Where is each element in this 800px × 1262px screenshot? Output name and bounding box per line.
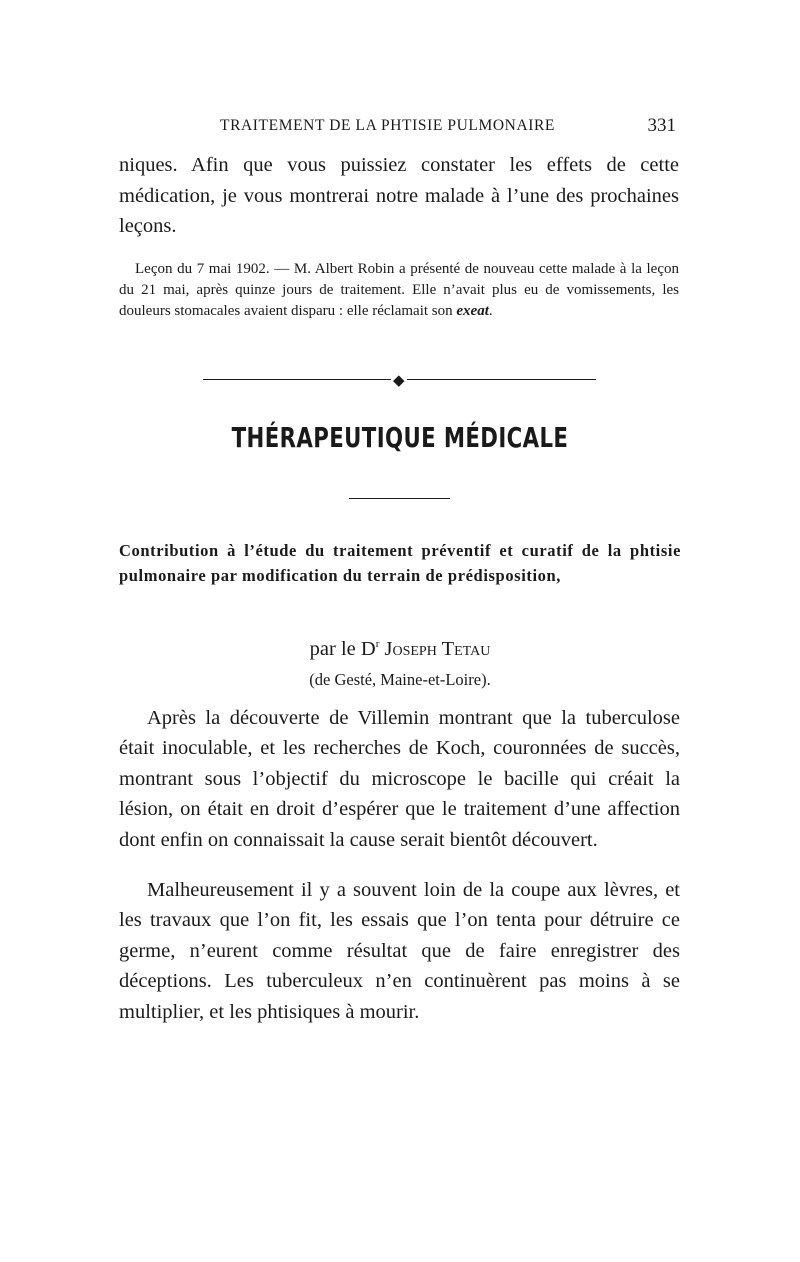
running-title: TRAITEMENT DE LA PHTISIE PULMONAIRE <box>220 117 556 134</box>
body-paragraph: Après la découverte de Villemin montrant que la tuberculose était inoculable, et les recherches de Koch, couronnées de succès, montrant sous l’objectif du microscope le bacille qui créait la lésion, on était en droit d’espérer que le traitement d’une affection dont enfin on connaissait la cause serait bientôt découvert. <box>119 707 680 851</box>
author-name: Joseph Tetau <box>384 638 491 660</box>
article-title: Contribution à l’étude du traitement préventif et curatif de la phtisie pulmonaire par modification du terrain de prédisposition, <box>119 541 681 585</box>
byline <box>0 638 800 661</box>
note-text: Leçon du 7 mai 1902. — M. Albert Robin a présenté de nouveau cette malade à la leçon du 21 mai, après quinze jours de traitement. Elle n’avait plus eu de vomissements, les douleurs stomacales avaient disparu : elle réclamait son <box>119 261 679 319</box>
page-header <box>120 117 676 141</box>
byline-prefix: par le D <box>309 638 376 660</box>
lecture-note <box>119 259 679 322</box>
note-exeat: exeat <box>456 303 489 319</box>
section-divider <box>203 370 596 390</box>
opening-paragraph-block <box>119 150 679 242</box>
opening-paragraph: niques. Afin que vous puissiez constater les effets de cette médication, je vous montrerai notre malade à l’une des prochaines leçons. <box>119 154 679 237</box>
note-end: . <box>488 303 493 319</box>
byline-sup: r <box>375 638 380 650</box>
divider-ornament-icon: ◆ <box>393 371 405 389</box>
section-title: THÉRAPEUTIQUE MÉDICALE <box>231 421 569 454</box>
short-rule <box>349 498 450 499</box>
page-number: 331 <box>647 115 676 136</box>
body-paragraph: Malheureusement il y a souvent loin de la coupe aux lèvres, et les travaux que l’on fit, les essais que l’on tenta pour détruire ce germe, n’eurent comme résultat que de faire enregistrer des déceptions. Les tuberculeux n’en continuèrent pas moins à se multiplier, et les phtisiques à mourir. <box>119 879 680 1023</box>
author-affiliation: (de Gesté, Maine-et-Loire). <box>309 670 491 689</box>
